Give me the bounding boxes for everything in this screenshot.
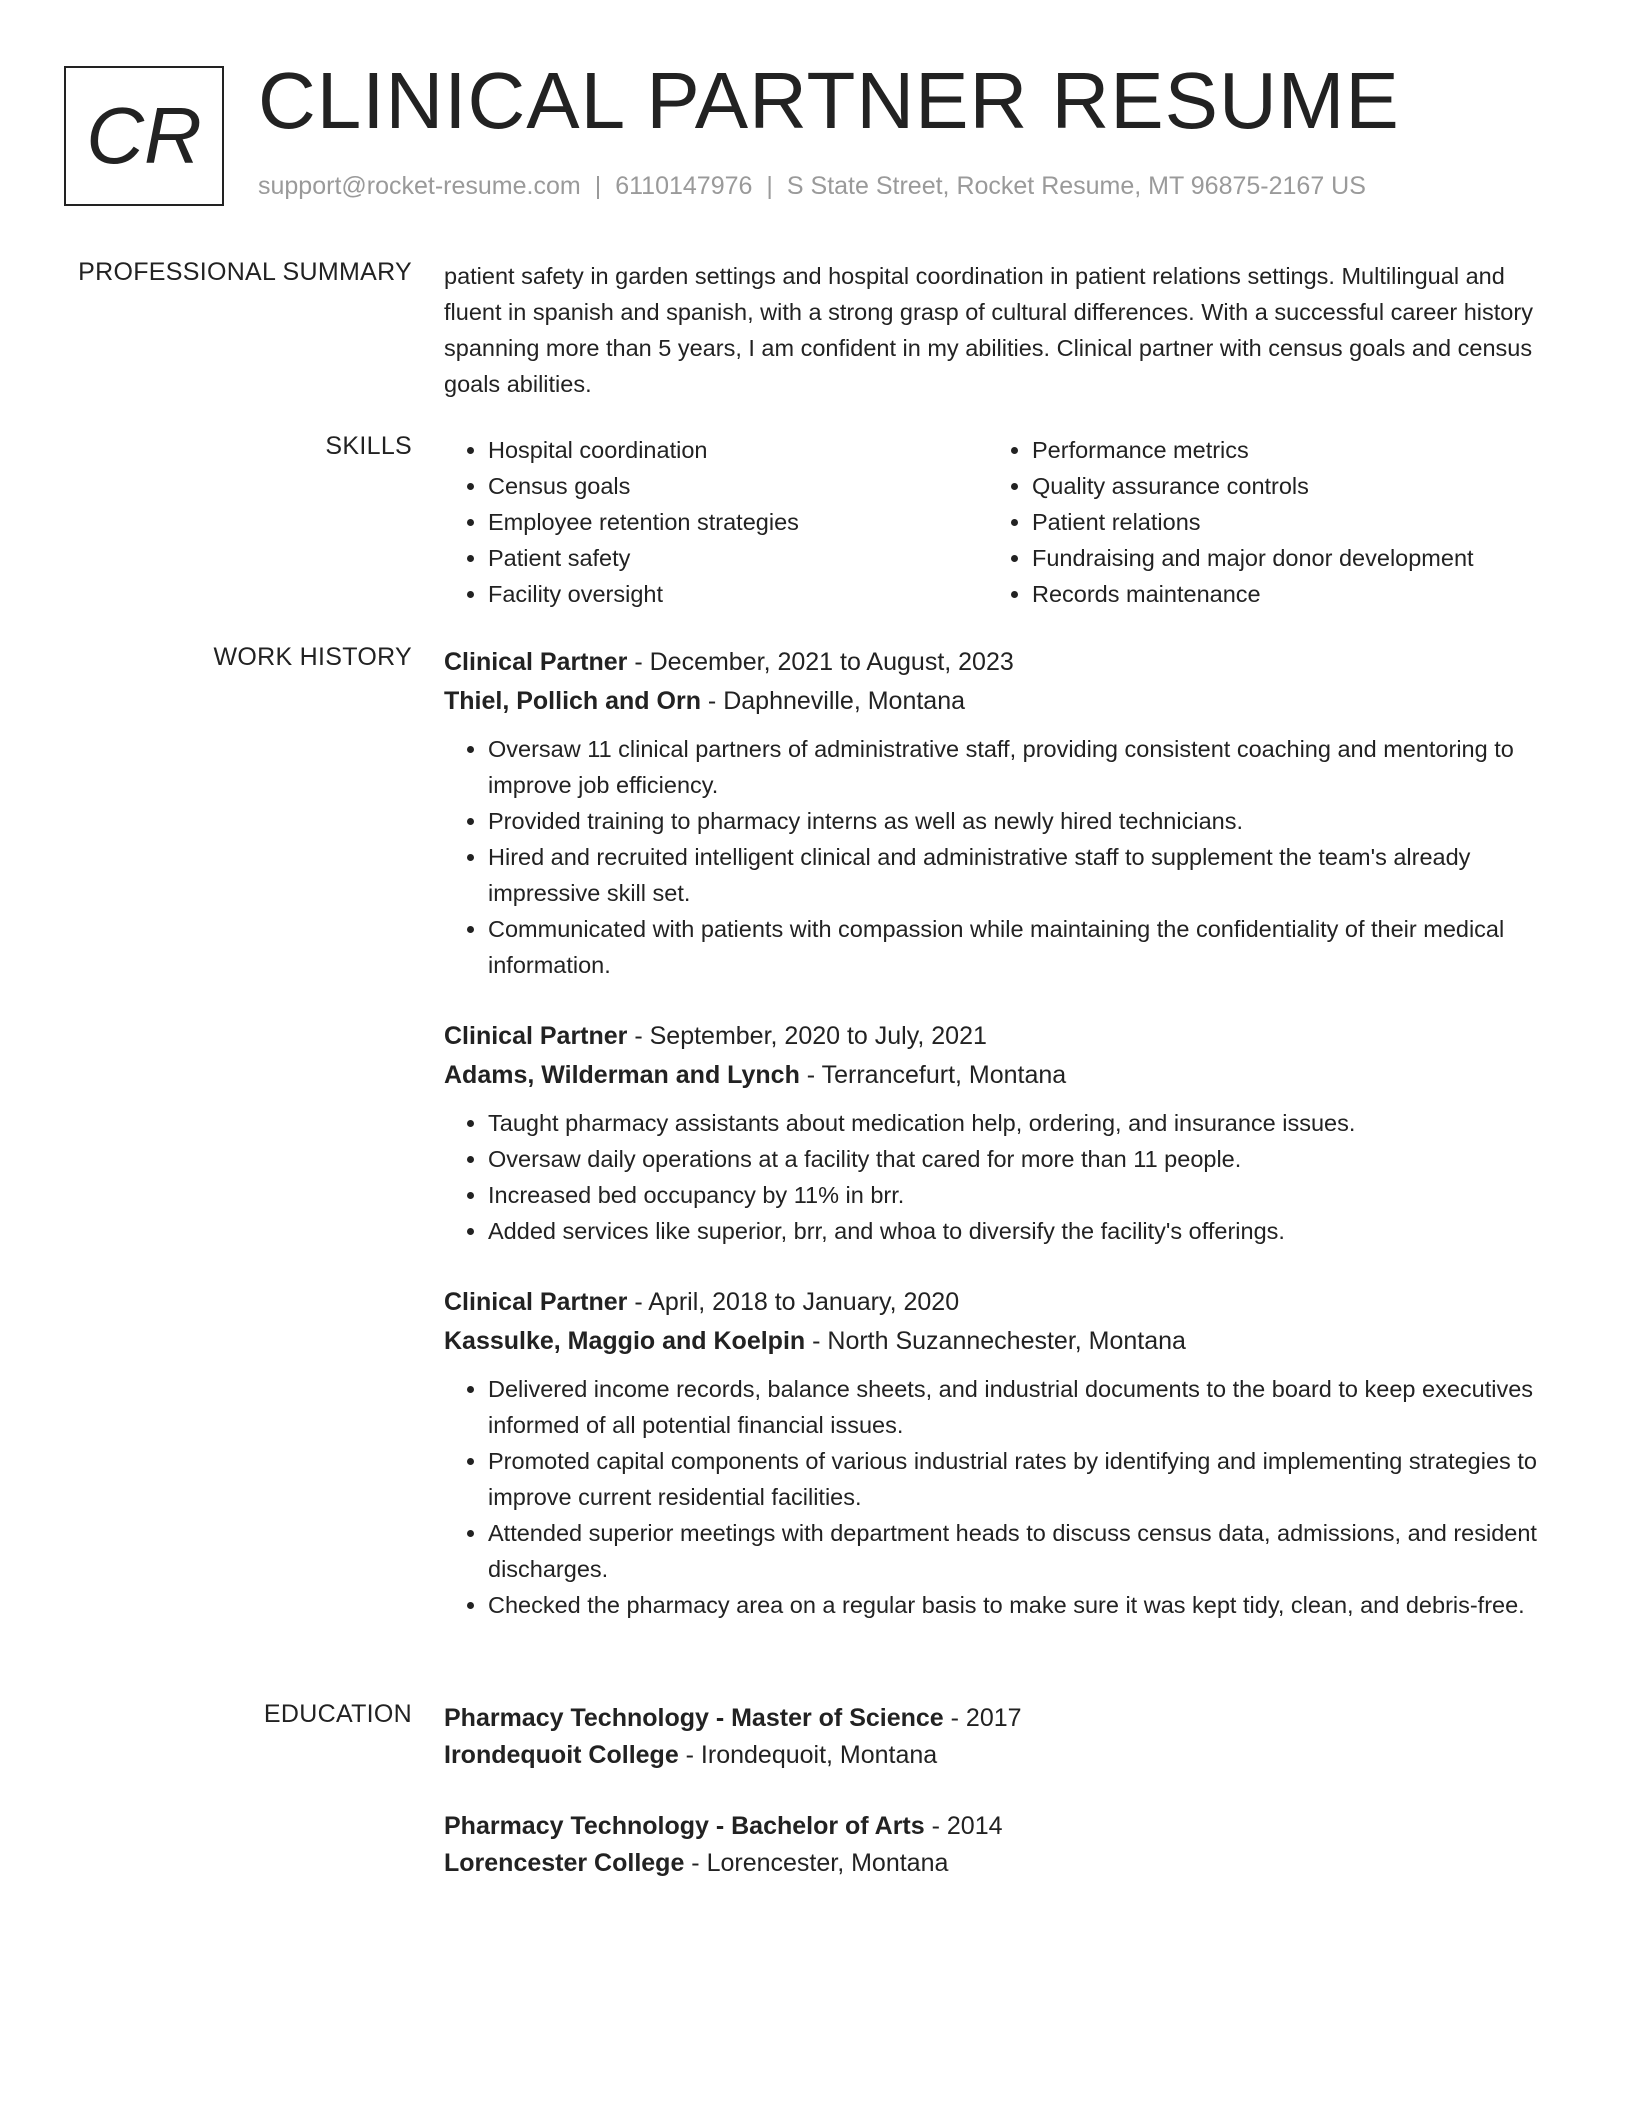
contact-line — [258, 172, 1366, 201]
job-role: Clinical Partner — [444, 648, 628, 676]
skill-item: • Performance metrics — [1032, 432, 1552, 468]
job-bullet: • Provided training to pharmacy interns as well as newly hired technicians. — [488, 803, 1554, 839]
education-entry — [444, 1808, 1554, 1882]
job-company: Adams, Wilderman and Lynch — [444, 1061, 800, 1089]
summary-text: patient safety in garden settings and hospital coordination in patient relations settings. Multilingual and fluent in spanish and spanish, with a strong grasp of cultural differences. With a successful career history spanning more than 5 years, I am confident in my abilities. Clinical partner with census goals and census goals abilities. — [444, 263, 1533, 397]
job-bullet: • Communicated with patients with compassion while maintaining the confidentiality of their medical information. — [488, 911, 1554, 983]
skill-item: • Employee retention strategies — [488, 504, 988, 540]
education-degree: Pharmacy Technology - Bachelor of Arts — [444, 1812, 925, 1840]
education-degree: Pharmacy Technology - Master of Science — [444, 1704, 944, 1732]
job-company-line — [444, 1322, 1554, 1361]
education-degree-line — [444, 1808, 1554, 1845]
job-bullet: • Oversaw daily operations at a facility that cared for more than 11 people. — [488, 1141, 1554, 1177]
job-company-line — [444, 682, 1554, 721]
job-bullet: • Oversaw 11 clinical partners of administrative staff, providing consistent coaching and mentoring to improve job efficiency. — [488, 731, 1554, 803]
job-company-line — [444, 1056, 1554, 1095]
section-title-work: WORK HISTORY — [213, 643, 412, 671]
skill-item: • Facility oversight — [488, 576, 988, 612]
section-title-summary: PROFESSIONAL SUMMARY — [78, 258, 412, 286]
education-entry — [444, 1700, 1554, 1774]
skills-column-1 — [444, 432, 988, 612]
job-location: - Terrancefurt, Montana — [799, 1061, 1067, 1089]
summary-body — [444, 258, 1554, 402]
job-location: - North Suzannechester, Montana — [805, 1327, 1186, 1355]
job-bullets — [444, 1105, 1554, 1249]
job-bullet: • Delivered income records, balance sheets, and industrial documents to the board to keep executives informed of all potential financial issues. — [488, 1371, 1554, 1443]
skills-list — [444, 432, 1554, 612]
skill-item: • Hospital coordination — [488, 432, 988, 468]
education-school: Lorencester College — [444, 1849, 685, 1877]
job-bullets — [444, 1371, 1554, 1623]
job-bullet: • Hired and recruited intelligent clinical and administrative staff to supplement the team's already impressive skill set. — [488, 839, 1554, 911]
job-role: Clinical Partner — [444, 1022, 628, 1050]
job-bullet: • Promoted capital components of various industrial rates by identifying and implementing strategies to improve current residential facilities. — [488, 1443, 1554, 1515]
skill-item: • Patient safety — [488, 540, 988, 576]
job-bullets — [444, 731, 1554, 983]
job-bullet: • Increased bed occupancy by 11% in brr. — [488, 1177, 1554, 1213]
skill-item: • Records maintenance — [1032, 576, 1552, 612]
job-dates: - December, 2021 to August, 2023 — [627, 648, 1014, 676]
job-entry — [444, 1017, 1554, 1249]
skills-column-2 — [988, 432, 1552, 612]
job-bullet: • Added services like superior, brr, and whoa to diversify the facility's offerings. — [488, 1213, 1554, 1249]
education-year: - 2017 — [943, 1704, 1022, 1732]
job-bullet: • Checked the pharmacy area on a regular basis to make sure it was kept tidy, clean, and debris-free. — [488, 1587, 1554, 1623]
contact-separator: | — [594, 172, 602, 200]
section-title-education: EDUCATION — [263, 1700, 412, 1728]
job-title-line — [444, 1283, 1554, 1322]
skill-item: • Quality assurance controls — [1032, 468, 1552, 504]
job-title-line — [444, 643, 1554, 682]
resume-title: CLINICAL PARTNER RESUME — [258, 56, 1400, 145]
monogram-badge: CR — [64, 66, 224, 206]
education-location: - Irondequoit, Montana — [678, 1741, 938, 1769]
job-entry — [444, 643, 1554, 983]
work-history-body — [444, 643, 1554, 1657]
education-school: Irondequoit College — [444, 1741, 679, 1769]
job-entry — [444, 1283, 1554, 1623]
job-location: - Daphneville, Montana — [700, 687, 966, 715]
education-location: - Lorencester, Montana — [684, 1849, 949, 1877]
job-company: Thiel, Pollich and Orn — [444, 687, 701, 715]
education-year: - 2014 — [924, 1812, 1003, 1840]
education-degree-line — [444, 1700, 1554, 1737]
job-title-line — [444, 1017, 1554, 1056]
section-title-skills: SKILLS — [325, 432, 412, 460]
job-role: Clinical Partner — [444, 1288, 628, 1316]
job-dates: - September, 2020 to July, 2021 — [627, 1022, 987, 1050]
education-school-line — [444, 1845, 1554, 1882]
skill-item: • Fundraising and major donor development — [1032, 540, 1552, 576]
contact-email: support@rocket-resume.com — [258, 172, 581, 200]
skill-item: • Census goals — [488, 468, 988, 504]
contact-address: S State Street, Rocket Resume, MT 96875-2167 US — [786, 172, 1366, 200]
job-company: Kassulke, Maggio and Koelpin — [444, 1327, 806, 1355]
education-body — [444, 1700, 1554, 1916]
job-dates: - April, 2018 to January, 2020 — [627, 1288, 960, 1316]
contact-separator: | — [766, 172, 773, 200]
job-bullet: • Attended superior meetings with department heads to discuss census data, admissions, and resident discharges. — [488, 1515, 1554, 1587]
skill-item: • Patient relations — [1032, 504, 1552, 540]
education-school-line — [444, 1737, 1554, 1774]
contact-phone: 6110147976 — [615, 172, 753, 200]
job-bullet: • Taught pharmacy assistants about medication help, ordering, and insurance issues. — [488, 1105, 1554, 1141]
